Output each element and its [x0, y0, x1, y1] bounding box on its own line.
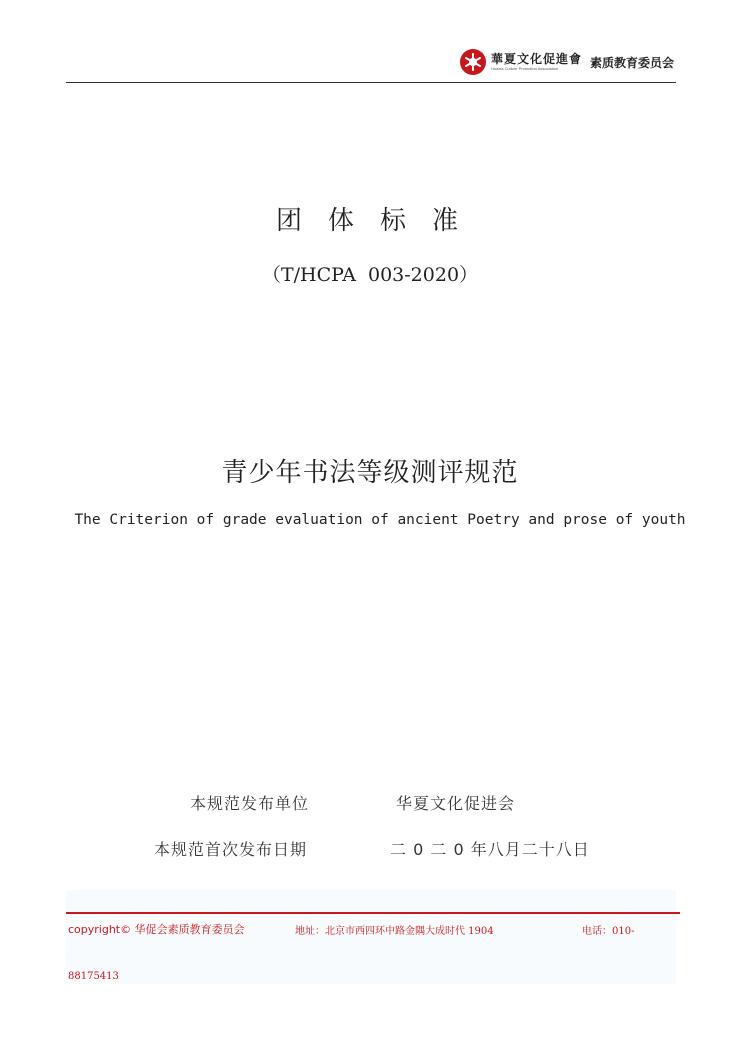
date-value: 二 0 二 0 年八月二十八日: [390, 840, 590, 859]
standard-code: （T/HCPA 003-2020）: [261, 264, 479, 286]
date-label: 本规范首次发布日期: [154, 840, 308, 859]
association-emblem-icon: [460, 49, 486, 75]
logo-name-cn: 華夏文化促進會: [491, 52, 583, 66]
footer-divider: [66, 912, 680, 914]
header-divider: [66, 82, 676, 83]
header-logo: [460, 47, 675, 77]
issuer-label: 本规范发布单位: [190, 794, 310, 813]
issuer-value: 华夏文化促进会: [396, 794, 516, 813]
footer-copyright: copyright© 华促会素质教育委员会: [68, 923, 245, 936]
footer-band: [66, 890, 676, 984]
document-title-cn: 青少年书法等级测评规范: [221, 458, 519, 488]
logo-text: [491, 53, 582, 71]
footer-address: 地址：北京市西四环中路金隅大成时代 1904: [295, 926, 494, 937]
footer-phone-number: 88175413: [68, 971, 119, 982]
standard-type: 团体标准: [275, 206, 484, 236]
logo-name-en: Huaxia Culture Promotion Association: [491, 66, 559, 71]
document-title-en: The Criterion of grade evaluation of ancient Poetry and prose of youth: [74, 512, 686, 528]
footer-phone-prefix: 电话：010-: [582, 926, 635, 937]
header-org-name: 素质教育委员会: [590, 55, 675, 70]
